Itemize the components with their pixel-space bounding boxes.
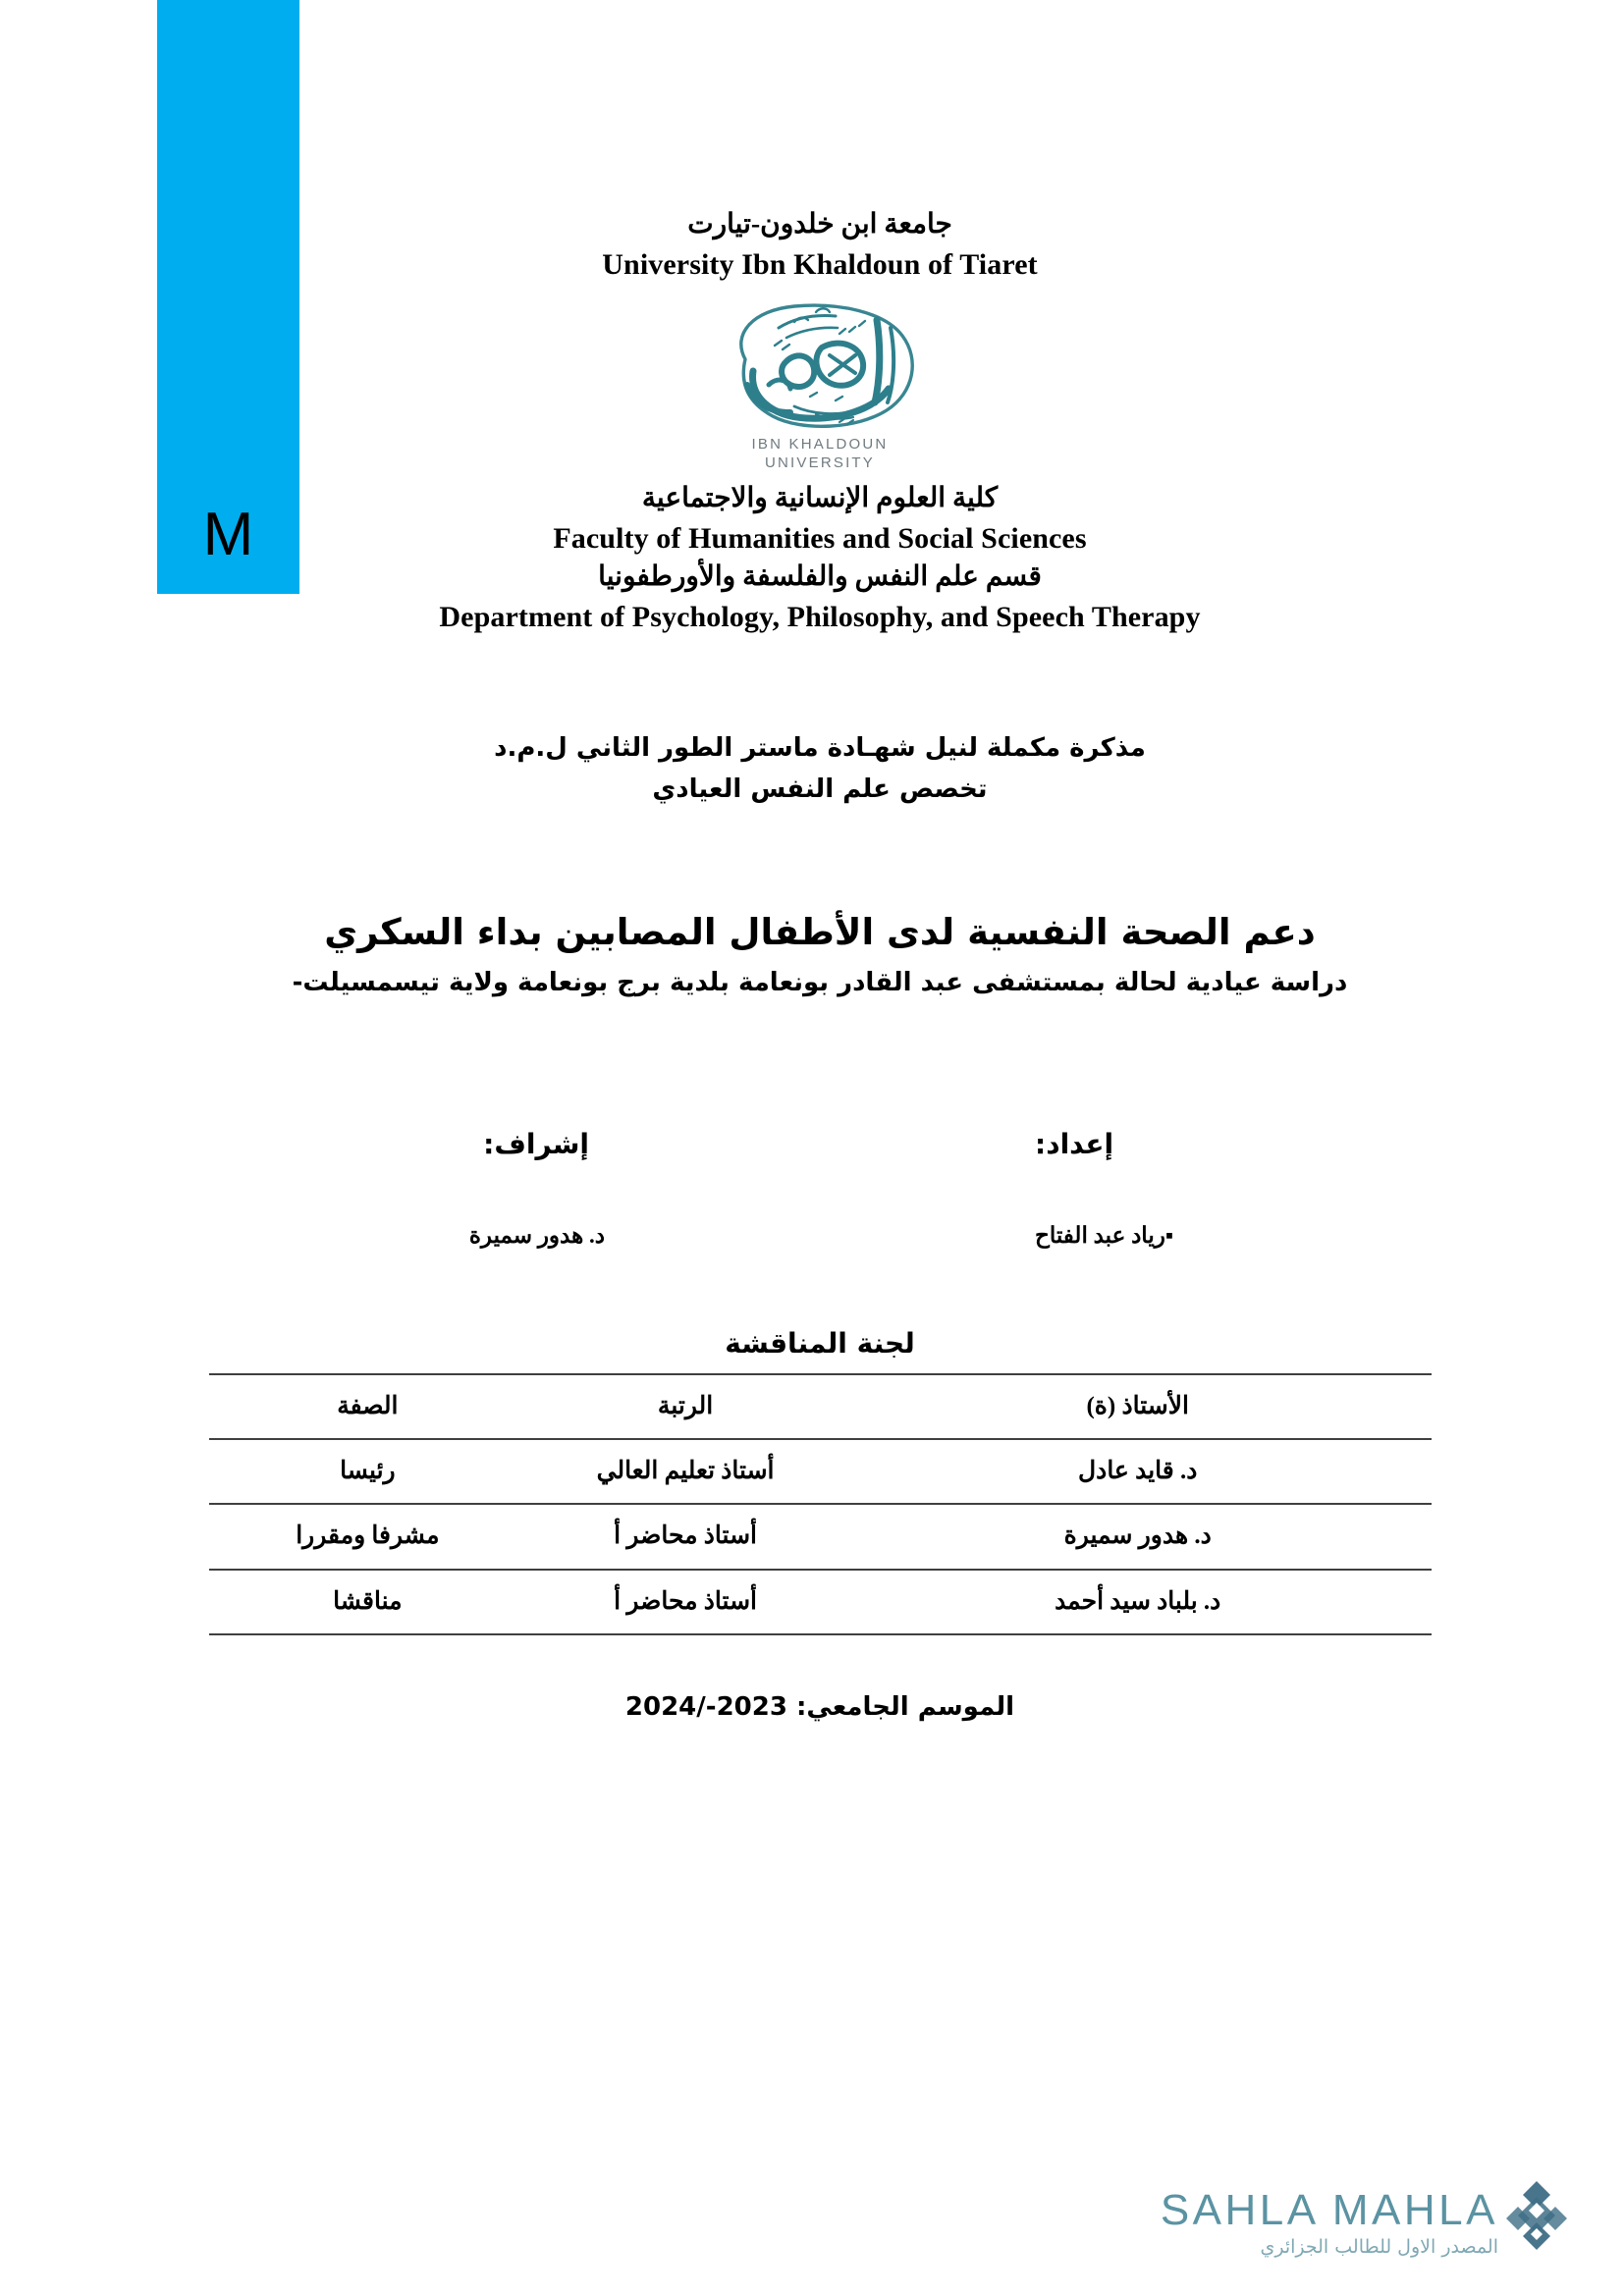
- jury-heading: لجنة المناقشة: [725, 1326, 915, 1360]
- supervisor-label: إشراف:: [483, 1127, 589, 1160]
- watermark-text: [1160, 2186, 1498, 2259]
- university-name-english: University Ibn Khaldoun of Tiaret: [602, 247, 1038, 281]
- faculty-name-english: Faculty of Humanities and Social Sciences: [553, 521, 1087, 555]
- university-name-arabic: جامعة ابن خلدون-تيارت: [687, 209, 952, 240]
- degree-statement: [187, 727, 1453, 810]
- faculty-department-block: [187, 480, 1453, 637]
- department-name-english: Department of Psychology, Philosophy, and Speech Therapy: [439, 600, 1201, 633]
- faculty-name-arabic: كلية العلوم الإنسانية والاجتماعية: [641, 483, 999, 514]
- watermark: [1157, 2179, 1569, 2269]
- jury-professor: د. هدور سميرة: [844, 1504, 1432, 1569]
- supervisor-column: [189, 1127, 611, 1251]
- ibn-khaldoun-logo-icon: [692, 298, 947, 438]
- logo-caption-line-1: IBN KHALDOUN: [751, 436, 889, 454]
- university-logo: [692, 298, 947, 470]
- jury-section: [187, 1327, 1453, 1635]
- column-header-professor: الأستاذ (ة): [844, 1374, 1432, 1439]
- cover-page: [187, 0, 1453, 2296]
- author-column: [1025, 1127, 1447, 1251]
- column-header-role: الصفة: [209, 1374, 527, 1439]
- academic-year: الموسم الجامعي: 2023-/2024: [624, 1691, 1015, 1722]
- supervisor-name: د. هدور سميرة: [468, 1222, 605, 1248]
- author-name: ▪رياد عبد الفتاح: [1035, 1222, 1173, 1248]
- thesis-title-block: [187, 908, 1453, 1000]
- logo-caption: [692, 436, 947, 473]
- table-header-row: [209, 1374, 1432, 1439]
- credits-block: [187, 1127, 1453, 1251]
- watermark-tagline: المصدر الاول للطالب الجزائري: [1260, 2236, 1498, 2259]
- table-row: [209, 1504, 1432, 1569]
- jury-rank: أستاذ محاضر أ: [526, 1570, 844, 1634]
- jury-role: مشرفا ومقررا: [209, 1504, 527, 1569]
- jury-rank: أستاذ تعليم العالي: [526, 1439, 844, 1504]
- logo-caption-line-2: UNIVERSITY: [764, 454, 875, 471]
- jury-role: مناقشا: [209, 1570, 527, 1634]
- department-name-arabic: قسم علم النفس والفلسفة والأورطفونيا: [598, 561, 1042, 593]
- jury-professor: د. بلباد سيد أحمد: [844, 1570, 1432, 1634]
- jury-role: رئيسا: [209, 1439, 527, 1504]
- table-row: [209, 1570, 1432, 1634]
- author-label: إعداد:: [1035, 1127, 1114, 1160]
- jury-professor: د. قايد عادل: [844, 1439, 1432, 1504]
- table-row: [209, 1439, 1432, 1504]
- page-title: دعم الصحة النفسية لدى الأطفال المصابين بداء السكري: [324, 911, 1316, 954]
- page-header: [187, 206, 1453, 637]
- degree-line-2: تخصص علم النفس العيادي: [652, 774, 988, 805]
- watermark-brand: SAHLA MAHLA: [1160, 2186, 1498, 2235]
- jury-table: [209, 1373, 1432, 1635]
- sahla-mahla-diamond-icon: [1504, 2179, 1569, 2269]
- thesis-subtitle: دراسة عيادية لحالة بمستشفى عبد القادر بونعامة بلدية برج بونعامة ولاية تيسمسيلت-: [292, 968, 1348, 998]
- degree-line-1: مذكرة مكملة لنيل شهـادة ماستر الطور الثاني ل.م.د: [494, 733, 1146, 764]
- column-header-rank: الرتبة: [526, 1374, 844, 1439]
- blue-bar-letter: M: [202, 501, 254, 568]
- jury-rank: أستاذ محاضر أ: [526, 1504, 844, 1569]
